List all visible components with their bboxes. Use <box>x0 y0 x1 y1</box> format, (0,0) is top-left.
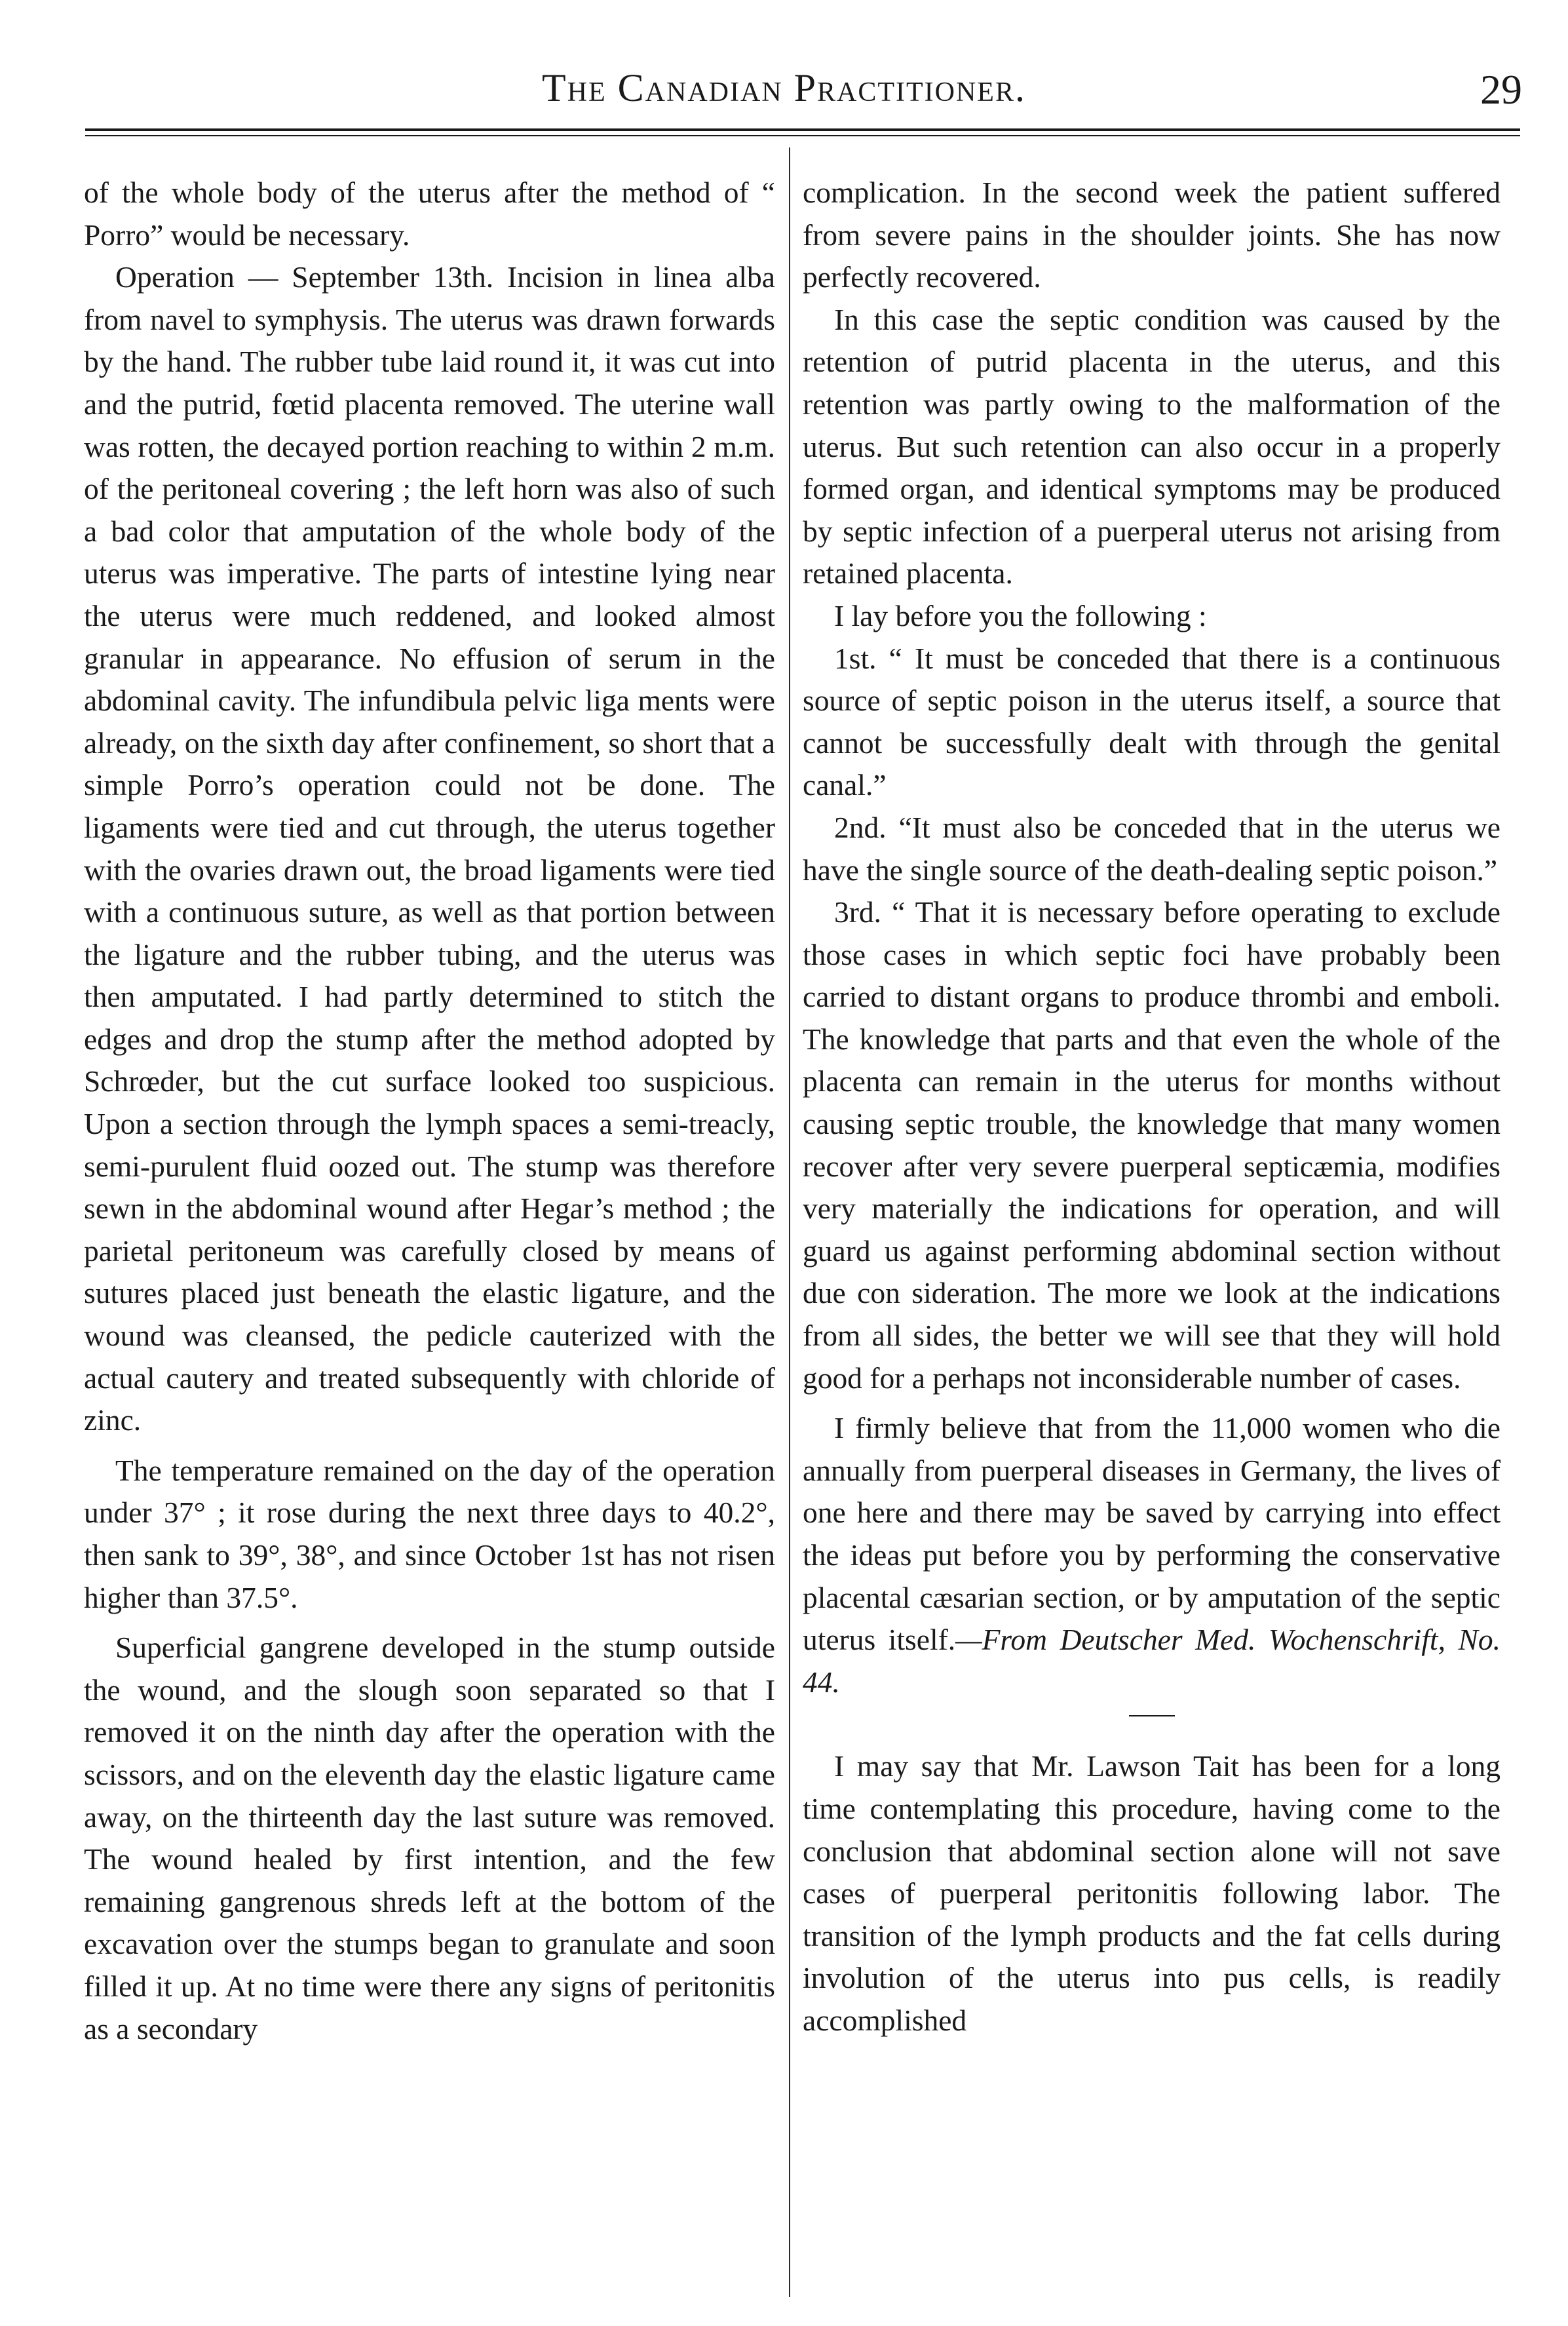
paragraph: I lay before you the following : <box>834 598 1207 632</box>
right-column <box>803 172 1501 2042</box>
column-divider <box>789 147 790 2297</box>
paragraph: In this case the septic condition was caused by the retention of putrid placenta in the uterus, and this retention was partly owing to the malformation of the uterus. But such retention can also occur in a properly formed organ, and identical symptoms may be produced by septic infection of a puerperal uterus not arising from retained placenta. <box>803 302 1501 591</box>
paragraph-text: I firmly believe that from the 11,000 women who die annually from puerperal diseases in Germany, the lives of one here and there may be saved by carrying into effect the ideas put before you by performing the conservative placental cæsarian section, or by amputation of the septic uterus itself. <box>803 1411 1501 1657</box>
header-rule-thick <box>85 128 1520 131</box>
paragraph: 3rd. “ That it is necessary before operating to exclude those cases in which septic foci have probably been carried to distant organs to produce thrombi and emboli. The knowledge that parts and that even the whole of the placenta can remain in the uterus for months without causing septic trouble, the knowledge that many women recover after very severe puerperal septicæmia, modifies very materially the indications for operation, and will guard us against performing abdominal section without due con sideration. The more we look at the indications from all sides, the better we will see that they will hold good for a perhaps not inconsiderable number of cases. <box>803 895 1501 1395</box>
section-separator <box>1129 1715 1175 1716</box>
paragraph: Operation — September 13th. Incision in linea alba from navel to symphysis. The uterus was drawn forwards by the hand. The rubber tube laid round it, it was cut into and the putrid, fœtid placenta removed. The uterine wall was rotten, the decayed portion reaching to within 2 m.m. of the peritoneal covering ; the left horn was also of such a bad color that amputation of the whole body of the uterus was imperative. The parts of intestine lying near the uterus were much reddened, and looked almost granular in appearance. No effusion of serum in the abdominal cavity. The infundibula pelvic liga ments were already, on the sixth day after confinement, so short that a simple Porro’s operation could not be done. The ligaments were tied and cut through, the uterus together with the ovaries drawn out, the broad ligaments were tied with a continuous suture, as well as that portion between the ligature and the rubber tubing, and the uterus was then amputated. I had partly determined to stitch the edges and drop the stump after the method adopted by Schrœder, but the cut surface looked too suspicious. Upon a section through the lymph spaces a semi-treacly, semi-purulent fluid oozed out. The stump was therefore sewn in the abdominal wound after Hegar’s method ; the parietal peritoneum was carefully closed by means of sutures placed just beneath the elastic ligature, and the wound was cleansed, the pedicle cauterized with the actual cautery and treated subsequently with chloride of zinc. <box>84 260 775 1437</box>
page-header <box>0 0 1568 138</box>
left-column <box>84 172 775 2050</box>
paragraph: I may say that Mr. Lawson Tait has been for a long time contemplating this procedure, having come to the conclusion that abdominal section alone will not save cases of puerperal peritonitis following labor. The transition of the lymph products and the fat cells during involution of the uterus into pus cells, is readily accomplished <box>803 1749 1501 2037</box>
paragraph: 2nd. “It must also be conceded that in the uterus we have the single source of the death-dealing septic poison.” <box>803 810 1501 887</box>
header-rule-thin <box>85 135 1520 136</box>
source-citation: —From Deutscher Med. Wochenschrift, No. 44. <box>803 1623 1501 1699</box>
paragraph: Superficial gangrene developed in the stump outside the wound, and the slough soon separated so that I removed it on the ninth day after the operation with the scissors, and on the eleventh day the elastic ligature came away, on the thirteenth day the last suture was removed. The wound healed by first intention, and the few remaining gangrenous shreds left at the bottom of the excavation over the stumps began to granulate and soon filled it up. At no time were there any signs of peritonitis as a secondary <box>84 1631 775 2045</box>
paragraph: complication. In the second week the patient suffered from severe pains in the shoulder joints. She has now perfectly recovered. <box>803 176 1501 294</box>
paragraph: 1st. “ It must be conceded that there is a continuous source of septic poison in the uterus itself, a source that cannot be successfully dealt with through the genital canal.” <box>803 641 1501 802</box>
running-title: The Canadian Practitioner. <box>542 66 1026 109</box>
page-number: 29 <box>1480 66 1522 113</box>
paragraph: of the whole body of the uterus after the method of “ Porro” would be necessary. <box>84 176 775 252</box>
paragraph <box>803 1407 1501 1703</box>
paragraph: The temperature remained on the day of the operation under 37° ; it rose during the next three days to 40.2°, then sank to 39°, 38°, and since October 1st has not risen higher than 37.5°. <box>84 1453 775 1614</box>
